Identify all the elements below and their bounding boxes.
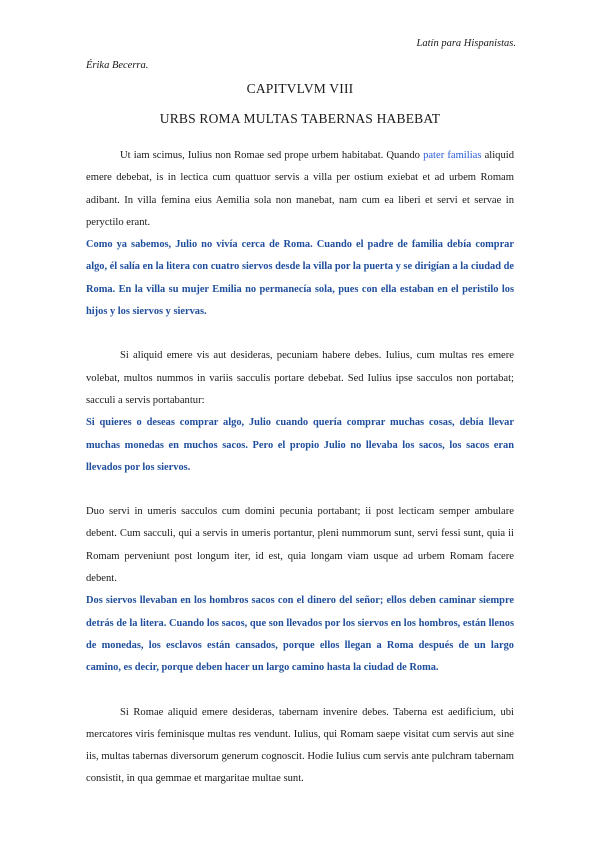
latin-paragraph-3: Duo servi in umeris sacculos cum domini pecunia portabant; ii post lecticam semper ambulare debent. Cum sacculi, qui a servis in umeris portantur, pleni nummorum sunt, servi fessi sunt, quia ii Romam perveniunt post longum iter, id est, quia longam viam usque ad urbem Romam facere debent. bbox=[86, 506, 514, 585]
chapter-title: CAPITVLVM VIII bbox=[246, 81, 354, 96]
course-header: Latín para Hispanistas. bbox=[416, 38, 516, 49]
latin-paragraph-1 bbox=[86, 145, 514, 234]
translation-paragraph-1: Como ya sabemos, Julio no vivía cerca de Roma. Cuando el padre de familia debía comprar algo, él salía en la litera con cuatro siervos desde la villa por la puerta y se dirigían a la ciudad de Roma. En la villa su mujer Emilia no permanecía sola, pues con ella estaban en el peristilo los hijos y los siervos y siervas. bbox=[86, 239, 514, 318]
translation-paragraph-2: Si quieres o deseas comprar algo, Julio cuando quería comprar muchas cosas, debía llevar muchas monedas en muchos sacos. Pero el propio Julio no llevaba los sacos, los sacos eran llevados por los siervos. bbox=[86, 417, 514, 473]
latin-text: aliquid emere debebat, is in lectica cum quattuor servis a villa per ostium exiebat et ad urbem Romam adibant. In villa femina eius Aemilia sola non manebat, nam cum ea liberi et servi et servae in peryctilo erant. bbox=[86, 150, 514, 228]
pater-familias-link[interactable]: pater familias bbox=[423, 150, 482, 161]
latin-text: Ut iam scimus, Iulius non Romae sed prope urbem habitabat. Quando bbox=[120, 150, 424, 161]
translation-paragraph-3: Dos siervos llevaban en los hombros sacos con el dinero del señor; ellos deben caminar siempre detrás de la litera. Cuando los sacos, que son llevados por los siervos en los hombros, están llenos de monedas, los esclavos están cansados, porque ellos llegan a Roma después de un largo camino, es decir, porque deben hacer un largo camino hasta la ciudad de Roma. bbox=[86, 595, 514, 674]
document-body bbox=[86, 145, 514, 791]
latin-paragraph-4: Si Romae aliquid emere desideras, tabernam invenire debes. Taberna est aedificium, ubi mercatores viris feminisque multas res vendunt. Iulius, qui Romam saepe visitat cum servis aut sine iis, multas tabernas diversorum generum cognoscit. Hodie Iulius cum servis ante pulchram tabernam consistit, in qua gemmae et margaritae multae sunt. bbox=[86, 706, 514, 785]
latin-paragraph-2: Si aliquid emere vis aut desideras, pecuniam habere debes. Iulius, cum multas res emere volebat, multos nummos in variis sacculis portare debebat. Sed Iulius ipse sacculos non portabat; sacculi a servis portabantur: bbox=[86, 350, 514, 406]
chapter-subtitle: URBS ROMA MULTAS TABERNAS HABEBAT bbox=[159, 111, 441, 126]
author-name: Érika Becerra. bbox=[86, 60, 149, 71]
